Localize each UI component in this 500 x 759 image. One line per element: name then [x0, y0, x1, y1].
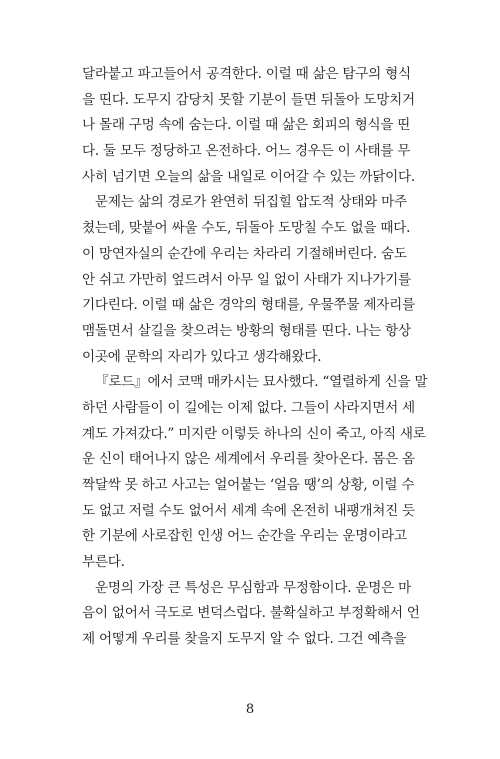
- text-line: 짝달싹 못 하고 사고는 얼어붙는 ‘얼음 땡’의 상황, 이럴 수: [82, 477, 415, 493]
- text-line: 문제는 삶의 경로가 완연히 뒤집힐 압도적 상태와 마주: [95, 194, 407, 211]
- text-line: 쳤는데, 맞붙어 싸울 수도, 뒤돌아 도망칠 수도 없을 때다.: [82, 220, 411, 237]
- text-line: 도 없고 저럴 수도 없어서 세계 속에 온전히 내팽개쳐진 듯: [82, 502, 415, 519]
- page-number: 8: [245, 702, 255, 717]
- text-line: 음이 없어서 극도로 변덕스럽다. 불확실하고 부정확해서 언: [82, 605, 420, 622]
- text-line: 『로드』에서 코맥 매카시는 묘사했다. “열렬하게 신을 말: [95, 374, 428, 391]
- text-line: 한 기분에 사로잡힌 인생 어느 순간을 우리는 운명이라고: [82, 528, 407, 545]
- text-line: 안 쉬고 가만히 엎드려서 아무 일 없이 사태가 지나가기를: [82, 271, 411, 288]
- body-text: [82, 62, 428, 653]
- text-line: 부른다.: [82, 554, 125, 571]
- text-line: 나 몰래 구멍 속에 숨는다. 이럴 때 삶은 회피의 형식을 띤: [82, 117, 411, 134]
- text-line: 계도 가져갔다.” 미지란 이렇듯 하나의 신이 죽고, 아직 새로: [82, 425, 426, 442]
- text-line: 달라붙고 파고들어서 공격한다. 이럴 때 삶은 탐구의 형식: [82, 66, 411, 82]
- text-line: 운 신이 태어나지 않은 세계에서 우리를 찾아온다. 몸은 옴: [82, 451, 415, 468]
- text-line: 운명의 가장 큰 특성은 무심함과 무정함이다. 운명은 마: [95, 579, 411, 596]
- text-line: 사히 넘기면 오늘의 삶을 내일로 이어갈 수 있는 까닭이다.: [82, 168, 415, 185]
- text-line: 제 어떻게 우리를 찾을지 도무지 알 수 없다. 그건 예측을: [82, 631, 407, 648]
- text-line: 맴돌면서 살길을 찾으려는 방황의 형태를 띤다. 나는 항상: [82, 322, 411, 339]
- text-line: 이곳에 문학의 자리가 있다고 생각해왔다.: [82, 348, 322, 365]
- text-line: 다. 둘 모두 정당하고 온전하다. 어느 경우든 이 사태를 무: [82, 143, 411, 160]
- text-line: 하던 사람들이 이 길에는 이제 없다. 그들이 사라지면서 세: [82, 399, 415, 416]
- text-line: 기다린다. 이럴 때 삶은 경악의 형태를, 우물쭈물 제자리를: [82, 297, 415, 314]
- text-line: 이 망연자실의 순간에 우리는 차라리 기절해버린다. 숨도: [82, 245, 407, 262]
- text-line: 을 띤다. 도무지 감당치 못할 기분이 들면 뒤돌아 도망치거: [82, 91, 415, 108]
